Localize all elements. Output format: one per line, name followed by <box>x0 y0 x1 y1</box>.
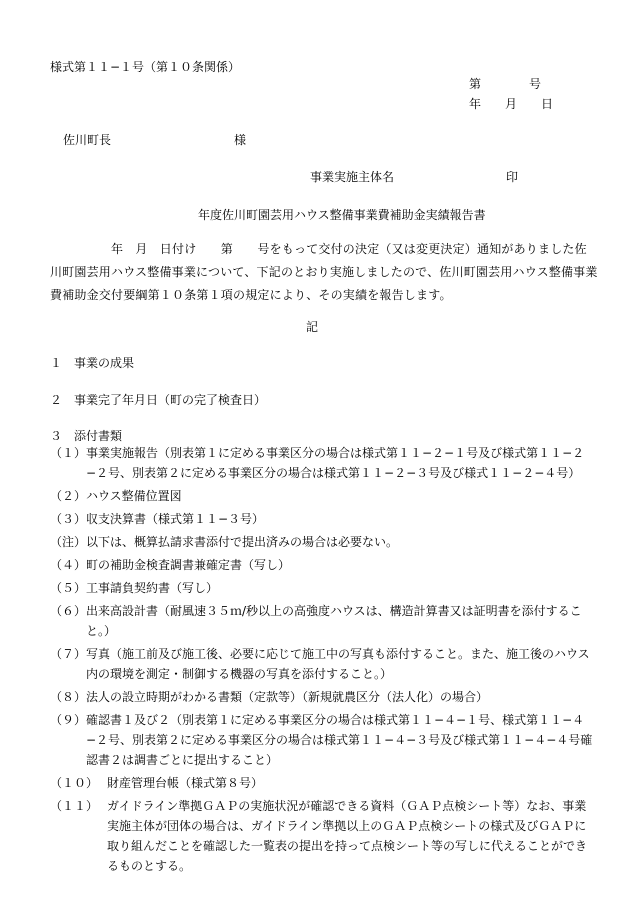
list-item: （１） 事業実施報告（別表第１に定める事業区分の場合は様式第１１−２−１号及び様式第１１−２−２号、別表第２に定める事業区分の場合は様式第１１−２−３号及び様式１１−２−４号） <box>50 446 585 480</box>
seal-mark: 印 <box>506 170 519 184</box>
list-item: （１０） 財産管理台帳（様式第８号） <box>50 776 264 790</box>
ki-heading: 記 <box>306 320 319 334</box>
list-item: （注） 以下は、概算払請求書添付で提出済みの場合は必要ない。 <box>50 535 399 549</box>
recipient-honorific: 様 <box>234 133 247 147</box>
recipient-name: 佐川町長 <box>63 133 112 147</box>
list-item: （９） 確認書１及び２（別表第１に定める事業区分の場合は様式第１１−４−１号、様式第１１−４−２号、別表第２に定める事業区分の場合は様式第１１−４−３号及び様式第１１−４−４号確認書２は調書ごとに提出すること） <box>50 713 593 767</box>
report-body-text: 年 月 日付け 第 号をもって交付の決定（又は変更決定）通知がありました佐川町園芸用ハウス整備事業について、下記のとおり実施しましたので、佐川町園芸用ハウス整備事業費補助金交付要綱第１０条第１項の規定により、その実績を報告します。 <box>50 242 598 302</box>
document-date: 年 月 日 <box>469 97 554 111</box>
list-item: （１１） ガイドライン準拠ＧＡＰの実施状況が確認できる資料（ＧＡＰ点検シート等）なお、事業実施主体が団体の場合は、ガイドライン準拠以上のＧＡＰ点検シートの様式及びＧＡＰに取り組んだことを確認した一覧表の提出を持って点検シート等の写しに代えることができるものとする。 <box>50 799 588 873</box>
document-number: 第 号 <box>469 77 542 91</box>
list-item: （７） 写真（施工前及び施工後、必要に応じて施工中の写真も添付すること。また、施工後のハウス内の環境を測定・制御する機器の写真を添付すること。） <box>50 647 590 681</box>
applicant-label: 事業実施主体名 <box>310 170 395 184</box>
list-item: （５） 工事請負契約書（写し） <box>50 581 219 595</box>
list-item: （８） 法人の設立時期がわかる書類（定款等）（新規就農区分（法人化）の場合） <box>50 690 489 704</box>
list-item: （４） 町の補助金検査調書兼確定書（写し） <box>50 558 291 572</box>
form-id: 様式第１１−１号（第１０条関係） <box>50 60 241 74</box>
section-results: １ 事業の成果 <box>50 356 135 370</box>
document-title: 年度佐川町園芸用ハウス整備事業費補助金実績報告書 <box>198 208 486 222</box>
list-item: （２） ハウス整備位置図 <box>50 489 182 503</box>
list-item: （６） 出来高設計書（耐風速３５ｍ/秒以上の高強度ハウスは、構造計算書又は証明書を添付すること。） <box>50 604 582 638</box>
section-attachments: ３ 添付書類 <box>50 429 123 443</box>
list-item: （３） 収支決算書（様式第１１−３号） <box>50 512 265 526</box>
section-completion-date: ２ 事業完了年月日（町の完了検査日） <box>50 393 267 407</box>
attachment-list <box>50 443 595 879</box>
